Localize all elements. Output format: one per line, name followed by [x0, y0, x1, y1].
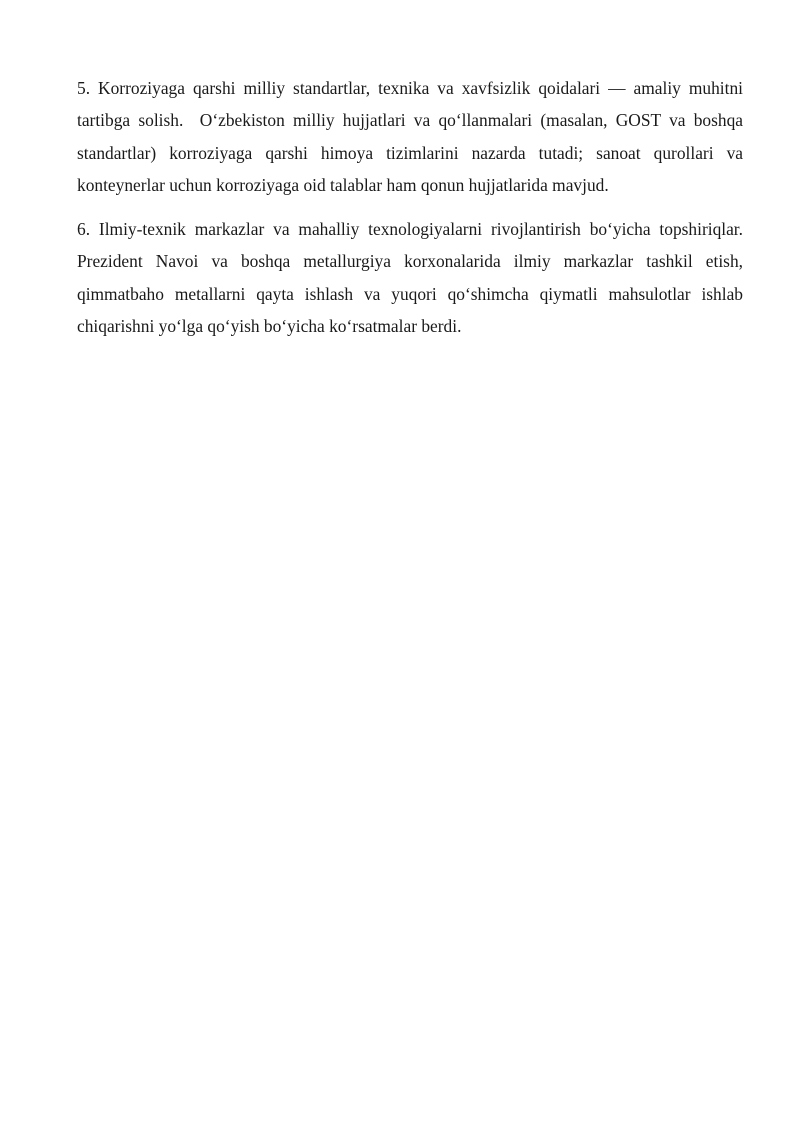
document-body: [77, 72, 748, 354]
paragraph-5: 5. Korroziyaga qarshi milliy standartlar, texnika va xavfsizlik qoidalari — amaliy muhitni tartibga solish. O‘zbekiston milliy hujjatlari va qo‘llanmalari (masalan, GOST va boshqa standartlar) korroziyaga qarshi himoya tizimlarini nazarda tutadi; sanoat qurollari va konteynerlar uchun korroziyaga oid talablar ham qonun hujjatlarida mavjud.: [77, 78, 748, 195]
paragraph-6: 6. Ilmiy-texnik markazlar va mahalliy texnologiyalarni rivojlantirish bo‘yicha topshiriqlar. Prezident Navoi va boshqa metallurgiya korxonalarida ilmiy markazlar tashkil etish, qimmatbaho metallarni qayta ishlash va yuqori qo‘shimcha qiymatli mahsulotlar ishlab chiqarishni yo‘lga qo‘yish bo‘yicha ko‘rsatmalar berdi.: [77, 219, 748, 337]
